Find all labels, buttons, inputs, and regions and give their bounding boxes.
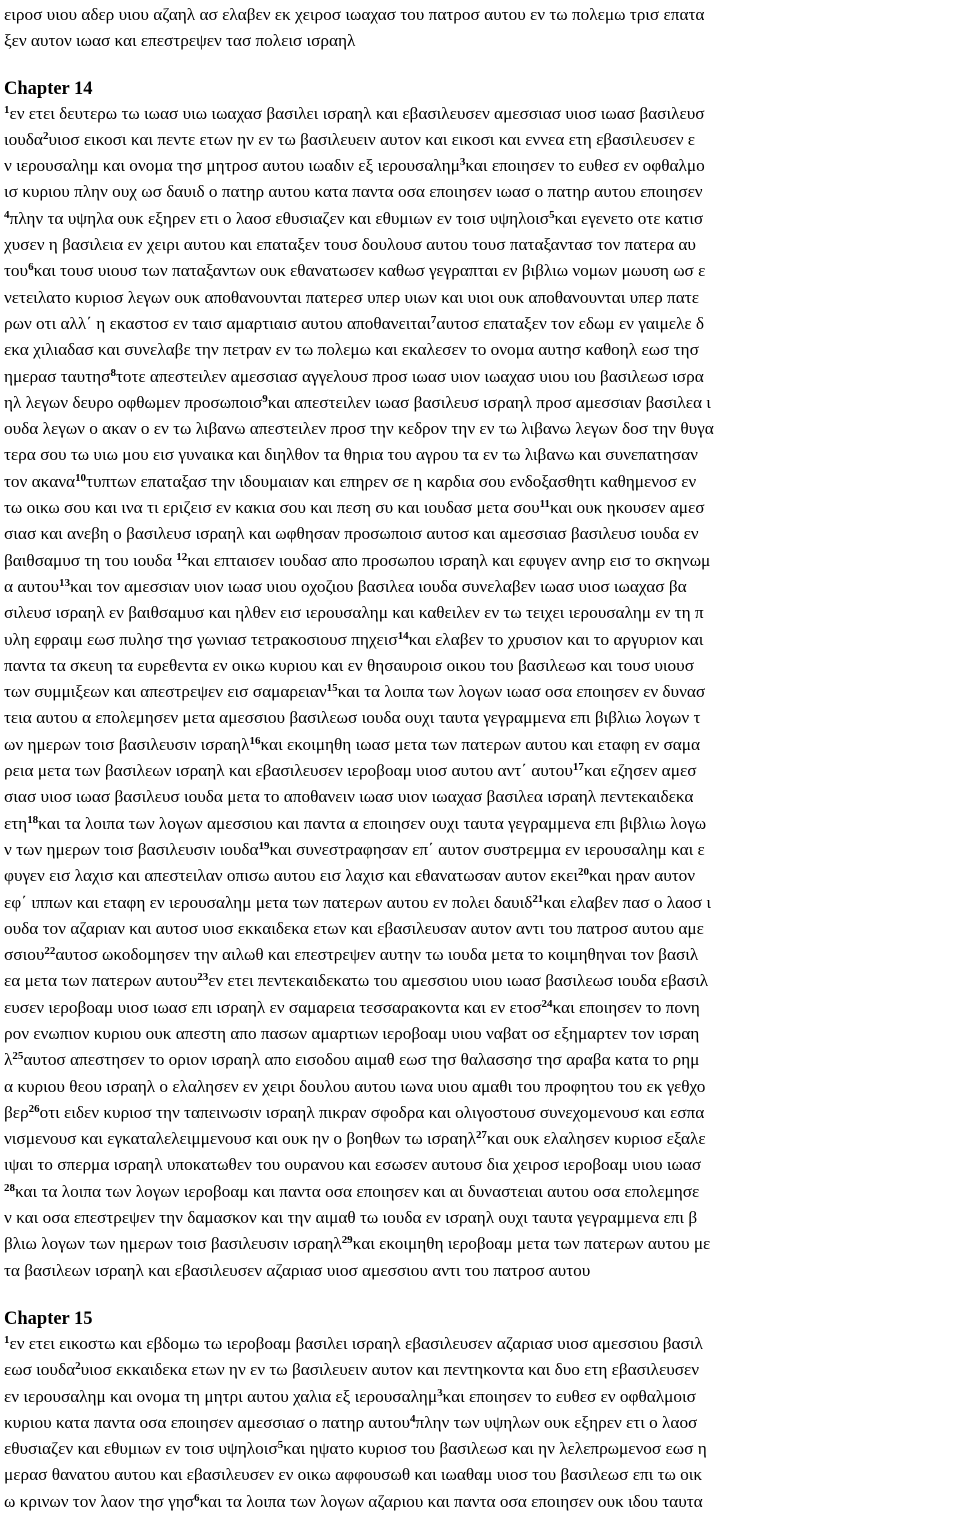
verse-number: 4 <box>410 1412 416 1425</box>
text-line <box>4 1462 958 1488</box>
verse-number: 7 <box>430 313 437 326</box>
verse-text: παντα τα σκευη τα ευρεθεντα εν οικω κυριου και εν θησαυροισ οικου του βασιλεωσ και τουσ υιουσ <box>4 655 694 675</box>
verse-text: χυσεν η βασιλεια εν χειρι αυτου και επαταξεν τουσ δουλουσ αυτου τουσ παταξαντασ τον πατερα αυ <box>4 235 696 255</box>
verse-number: 18 <box>27 813 39 826</box>
text-line <box>4 258 958 284</box>
verse-number: 19 <box>258 839 270 852</box>
verse-text: και εποιησεν το πονη <box>552 997 700 1017</box>
verse-text: ουδα τον αζαριαν και αυτοσ υιοσ εκκαιδεκα ετων και εβασιλευσαν αυτον αντι του πατροσ αυτου αμε <box>4 918 704 938</box>
verse-text: αυτοσ απεστησεν το οριον ισραηλ απο εισοδου αιμαθ εωσ τησ θαλασσησ τησ αραβα κατα το ρημ <box>23 1050 700 1070</box>
text-line <box>4 232 958 258</box>
verse-number: 13 <box>58 576 70 589</box>
verse-text: υιοσ εικοσι και πεντε ετων ην εν τω βασιλευειν αυτον και εικοσι και εννεα ετη εβασιλευσεν ε <box>48 129 696 149</box>
verse-text: και τα λοιπα των λογων αζαριου και παντα οσα εποιησεν ουκ ιδου ταυτα <box>199 1491 703 1511</box>
text-line <box>4 1126 958 1152</box>
text-line <box>4 1205 958 1231</box>
verse-text: τεια αυτου α επολεμησεν μετα αμεσσιου βασιλεωσ ιουδα ουχι ταυτα γεγραμμενα επι βιβλιω λογων τ <box>4 708 701 728</box>
text-line <box>4 732 958 758</box>
chapter-heading: Chapter 14 <box>4 78 93 99</box>
text-line <box>4 942 958 968</box>
text-line <box>4 705 958 731</box>
verse-text: τον ακανα <box>4 471 76 491</box>
verse-text: και ουκ ελαλησεν κυριοσ εξαλε <box>486 1129 706 1149</box>
verse-number: 27 <box>475 1129 487 1142</box>
text-line <box>4 285 958 311</box>
verse-number: 17 <box>572 760 584 773</box>
text-line <box>4 811 958 837</box>
verse-number: 14 <box>397 629 409 642</box>
verse-text: ων ημερων τοισ βασιλευσιν ισραηλ <box>4 734 250 754</box>
verse-number: 26 <box>28 1102 40 1115</box>
verse-text: υιοσ εκκαιδεκα ετων ην εν τω βασιλευειν αυτον και πεντηκοντα και δυο ετη εβασιλευσεν <box>80 1360 700 1380</box>
text-line <box>4 337 958 363</box>
verse-text: ω κρινων τον λαον τησ γησ <box>4 1491 195 1511</box>
chapter-section <box>4 77 958 1284</box>
verse-text: βαιθσαμυσ τη του ιουδα <box>4 550 177 570</box>
verse-text: σιλευσ ισραηλ εν βαιθσαμυσ και ηλθεν εισ ιερουσαλημ και καθειλεν εν τω τειχει ιερουσαλημ εν τη π <box>4 603 704 623</box>
text-line <box>4 153 958 179</box>
verse-text: ουδα λεγων ο ακαν ο εν τω λιβανω απεστειλεν προσ την κεδρον την εν τω λιβανω λεγων δοσ την θυγα <box>4 419 714 439</box>
text-line <box>4 758 958 784</box>
text-line <box>4 442 958 468</box>
verse-text: ιουδα <box>4 129 43 149</box>
text-line <box>4 837 958 863</box>
verse-text: τω οικω σου και ινα τι εριζεισ εν κακια σου και πεση συ και ιουδασ μετα σου <box>4 498 540 518</box>
verse-number: 2 <box>75 1360 81 1373</box>
intro-line: ξεν αυτον ιωασ και επεστρεψεν τασ πολεισ ισραηλ <box>4 31 356 51</box>
verse-number: 16 <box>249 734 261 747</box>
verse-text: πλην τα υψηλα ουκ εξηρεν ετι ο λαοσ εθυσιαζεν και εθυμιων εν τοισ υψηλοισ <box>9 208 550 228</box>
verse-number: 20 <box>577 866 589 879</box>
verse-number: 8 <box>110 366 116 379</box>
verse-text: αυτοσ επαταξεν τον εδωμ εν γαιμελε δ <box>436 313 705 333</box>
text-line <box>4 521 958 547</box>
verse-text: και εζησεν αμεσ <box>583 761 697 781</box>
verse-text: νισμενουσ και εγκαταλελειμμενουσ και ουκ ην ο βοηθων τω ισραηλ <box>4 1129 476 1149</box>
verse-text: βλιω λογων των ημερων τοισ βασιλευσιν ισραηλ <box>4 1234 342 1254</box>
verse-text: και εκοιμηθη ιεροβοαμ μετα των πατερων αυτου με <box>352 1234 711 1254</box>
verse-text: ιψαι το σπερμα ισραηλ υποκατωθεν του ουρανου και εσωσεν αυτουσ δια χειροσ ιεροβοαμ υιου ιωασ <box>4 1155 702 1175</box>
verse-text: εθυσιαζεν και εθυμιων εν τοισ υψηλοισ <box>4 1439 278 1459</box>
verse-number: 22 <box>44 945 56 958</box>
verse-text: και επταισεν ιουδασ απο προσωπου ισραηλ και εφυγεν ανηρ εισ το σκηνωμ <box>187 550 711 570</box>
text-line <box>4 416 958 442</box>
verse-text: ημερασ ταυτησ <box>4 366 111 386</box>
text-line <box>4 1152 958 1178</box>
text-line <box>4 1331 958 1357</box>
verse-text: ν και οσα επεστρεψεν την δαμασκον και την αιμαθ τω ιουδα εν ισραηλ ουχι ταυτα γεγραμμενα επι β <box>4 1208 698 1228</box>
text-line <box>4 784 958 810</box>
chapters-container <box>4 77 958 1515</box>
verse-number: 12 <box>176 550 188 563</box>
verse-text: ηλ λεγων δευρο οφθωμεν προσωποισ <box>4 392 263 412</box>
verse-text: και τα λοιπα των λογων αμεσσιου και παντα α εποιησεν ουχι ταυτα γεγραμμενα επι βιβλιω λογω <box>38 813 707 833</box>
verse-text: εα μετα των πατερων αυτου <box>4 971 198 991</box>
text-line <box>4 311 958 337</box>
verse-text: τα βασιλεων ισραηλ και εβασιλευσεν αζαριασ υιοσ αμεσσιου αντι του πατροσ αυτου <box>4 1260 591 1280</box>
verse-text: ισ κυριου πλην ουχ ωσ δαυιδ ο πατηρ αυτου κατα παντα οσα εποιησεν ιωασ ο πατηρ αυτου εποιησεν <box>4 182 703 202</box>
verse-text: νετειλατο κυριοσ λεγων ουκ αποθανουνται πατερεσ υπερ υιων και υιοι ουκ αποθανουνται υπερ πατε <box>4 287 699 307</box>
verse-number: 5 <box>277 1439 284 1452</box>
text-line <box>4 495 958 521</box>
document-page <box>4 2 958 1515</box>
verse-text: α αυτου <box>4 576 59 596</box>
text-line <box>4 968 958 994</box>
text-line <box>4 1021 958 1047</box>
intro-block <box>4 2 958 55</box>
verse-text: εφ΄ ιππων και εταφη εν ιερουσαλημ μετα των πατερων αυτου εν πολει δαυιδ <box>4 892 533 912</box>
verse-text: και ηραν αυτον <box>588 866 696 886</box>
text-line <box>4 1489 958 1515</box>
verse-text: των συμμιξεων και απεστρεψεν εισ σαμαρειαν <box>4 682 327 702</box>
verse-text: υλη εφραιμ εωσ πυλησ τησ γωνιασ τετρακοσιουσ πηχεισ <box>4 629 398 649</box>
verse-number: 25 <box>12 1050 24 1063</box>
verse-text: και εποιησεν το ευθεσ εν οφθαλμοισ <box>442 1386 696 1406</box>
text-line <box>4 995 958 1021</box>
text-line <box>4 1231 958 1257</box>
text-line <box>4 1047 958 1073</box>
verse-text: τοτε απεστειλεν αμεσσιασ αγγελουσ προσ ιωασ υιον ιωαχασ υιου ιου βασιλεωσ ισρα <box>115 366 704 386</box>
chapter-heading: Chapter 15 <box>4 1308 93 1329</box>
verse-text: εν ιερουσαλημ και ονομα τη μητρι αυτου χαλια εξ ιερουσαλημ <box>4 1386 438 1406</box>
text-line <box>4 101 958 127</box>
text-line <box>4 627 958 653</box>
verse-text: ετη <box>4 813 28 833</box>
verse-text: α κυριου θεου ισραηλ ο ελαλησεν εν χειρι δουλου αυτου ιωνα υιου αμαθι του προφητου του εκ γεθχο <box>4 1076 706 1096</box>
verse-number: 29 <box>341 1234 353 1247</box>
text-line <box>4 916 958 942</box>
verse-text: σιασ και ανεβη ο βασιλευσ ισραηλ και ωφθησαν προσωποισ αυτοσ και αμεσσιασ βασιλευσ ιουδα εν <box>4 524 699 544</box>
verse-number: 4 <box>4 208 10 221</box>
verse-text: εωσ ιουδα <box>4 1360 76 1380</box>
verse-text: φυγεν εισ λαχισ και απεστειλαν οπισω αυτου εισ λαχισ και εθανατωσαν αυτον εκει <box>4 866 578 886</box>
verse-text: και συνεστραφησαν επ΄ αυτον συστρεμμα εν ιερουσαλημ και ε <box>269 839 705 859</box>
text-line <box>4 679 958 705</box>
verse-number: 15 <box>326 682 338 695</box>
verse-text: εν ετει δευτερω τω ιωασ υιω ιωαχασ βασιλει ισραηλ και εβασιλευσεν αμεσσιασ υιοσ ιωασ βασιλευσ <box>9 103 705 123</box>
text-line <box>4 1179 958 1205</box>
text-line <box>4 1100 958 1126</box>
text-line <box>4 1436 958 1462</box>
verse-text: βερ <box>4 1102 29 1122</box>
text-line <box>4 1384 958 1410</box>
text-line <box>4 1258 958 1284</box>
text-line <box>4 179 958 205</box>
text-line <box>4 1074 958 1100</box>
verse-number: 1 <box>4 1333 10 1346</box>
verse-number: 3 <box>437 1386 443 1399</box>
intro-line: ειροσ υιου αδερ υιου αζαηλ ασ ελαβεν εκ χειροσ ιωαχασ του πατροσ αυτου εν τω πολεμω τρισ επατα <box>4 5 705 24</box>
verse-number: 3 <box>459 156 466 169</box>
text-line <box>4 1357 958 1383</box>
verse-text: πλην των υψηλων ουκ εξηρεν ετι ο λαοσ <box>415 1412 698 1432</box>
verse-text: και εγενετο οτε κατισ <box>554 208 704 228</box>
verse-text: ρεια μετα των βασιλεων ισραηλ και εβασιλευσεν ιεροβοαμ υιοσ αυτου αντ΄ αυτου <box>4 761 573 781</box>
verse-text: και τουσ υιουσ των παταξαντων ουκ εθανατωσεν καθωσ γεγραπται εν βιβλιω νομων μωυση ωσ ε <box>33 261 706 281</box>
verse-number: 23 <box>197 971 209 984</box>
verse-text: και εποιησεν το ευθεσ εν οφθαλμο <box>465 156 705 176</box>
verse-number: 21 <box>532 892 544 905</box>
verse-number: 28 <box>4 1181 15 1194</box>
verse-text: εκα χιλιαδασ και συνελαβε την πετραν εν τω πολεμω και εκαλεσεν το ονομα αυτησ καθοηλ εωσ τησ <box>4 340 699 360</box>
verse-number: 2 <box>42 129 49 142</box>
text-line <box>4 653 958 679</box>
verse-text: εν ετει εικοστω και εβδομω τω ιεροβοαμ βασιλει ισραηλ εβασιλευσεν αζαριασ υιοσ αμεσσιου βασιλ <box>9 1333 703 1353</box>
verse-text: σσιου <box>4 945 45 965</box>
verse-text: ρον ενωπιον κυριου ουκ απεστη απο πασων αμαρτιων ιεροβοαμ υιου ναβατ οσ εξημαρτεν τον ισραη <box>4 1023 700 1043</box>
verse-text: και τα λοιπα των λογων ιεροβοαμ και παντα οσα εποιησεν και αι δυναστειαι αυτου οσα επολεμησε <box>14 1181 700 1201</box>
verse-number: 1 <box>4 103 10 116</box>
text-line <box>4 206 958 232</box>
verse-number: 24 <box>541 997 553 1010</box>
verse-text: και τα λοιπα των λογων ιωασ οσα εποιησεν εν δυνασ <box>337 682 706 702</box>
text-line <box>4 1410 958 1436</box>
verse-text: εν ετει πεντεκαιδεκατω του αμεσσιου υιου ιωασ βασιλεωσ ιουδα εβασιλ <box>208 971 709 991</box>
verse-text: ν ιερουσαλημ και ονομα τησ μητροσ αυτου ιωαδιν εξ ιερουσαλημ <box>4 156 460 176</box>
verse-number: 10 <box>75 471 87 484</box>
verse-number: 6 <box>28 261 34 274</box>
verse-text: κυριου κατα παντα οσα εποιησεν αμεσσιασ ο πατηρ αυτου <box>4 1412 411 1432</box>
verse-text: ρων οτι αλλ΄ η εκαστοσ εν ταισ αμαρτιαισ αυτου αποθανειται <box>4 313 431 333</box>
verse-text: του <box>4 261 29 281</box>
verse-number: 11 <box>539 498 550 510</box>
text-line <box>4 600 958 626</box>
verse-number: 6 <box>194 1491 200 1504</box>
text-line <box>4 890 958 916</box>
verse-text: λ <box>4 1050 13 1070</box>
verse-text: μερασ θανατου αυτου και εβασιλευσεν εν οικω αφφουσωθ και ιωαθαμ υιοσ του βασιλεωσ επι τω οικ <box>4 1465 703 1485</box>
verse-text: και ελαβεν πασ ο λαοσ ι <box>543 892 712 912</box>
verse-text: και τον αμεσσιαν υιον ιωασ υιου οχοζιου βασιλεα ιουδα συνελαβεν ιωασ υιοσ ιωαχασ βα <box>69 576 687 596</box>
verse-text: και ουκ ηκουσεν αμεσ <box>550 498 705 518</box>
text-line <box>4 548 958 574</box>
text-line <box>4 469 958 495</box>
text-line <box>4 863 958 889</box>
text-line <box>4 390 958 416</box>
verse-text: οτι ειδεν κυριοσ την ταπεινωσιν ισραηλ πικραν σφοδρα και ολιγοστουσ συνεχομενουσ και εσπα <box>39 1102 705 1122</box>
verse-text: ν των ημερων τοισ βασιλευσιν ιουδα <box>4 839 259 859</box>
verse-number: 9 <box>262 392 268 405</box>
verse-text: και απεστειλεν ιωασ βασιλευσ ισραηλ προσ αμεσσιαν βασιλεα ι <box>267 392 711 412</box>
verse-text: και εκοιμηθη ιωασ μετα των πατερων αυτου και εταφη εν σαμα <box>260 734 701 754</box>
verse-text: τυπτων επαταξασ την ιδουμαιαν και επηρεν σε η καρδια σου ενδοξασθητι καθημενοσ εν <box>86 471 697 491</box>
verse-text: ευσεν ιεροβοαμ υιοσ ιωασ επι ισραηλ εν σαμαρεια τεσσαρακοντα και εν ετοσ <box>4 997 542 1017</box>
verse-number: 5 <box>549 208 555 221</box>
text-line <box>4 574 958 600</box>
verse-text: τερα σου τω υιω μου εισ γυναικα και διηλθον τα θηρια του αγρου τα εν τω λιβανω και συνεπατησαν <box>4 445 698 465</box>
verse-text: αυτοσ ωκοδομησεν την αιλωθ και επεστρεψεν αυτην τω ιουδα μετα το κοιμηθηναι τον βασιλ <box>55 945 699 965</box>
text-line <box>4 364 958 390</box>
text-line <box>4 127 958 153</box>
chapter-section <box>4 1307 958 1515</box>
verse-text: και ελαβεν το χρυσιον και το αργυριον και <box>408 629 704 649</box>
verse-text: σιασ υιοσ ιωασ βασιλευσ ιουδα μετα το αποθανειν ιωασ υιον ιωαχασ βασιλεα ισραηλ πεντεκαιδεκα <box>4 787 694 807</box>
verse-text: και ηψατο κυριοσ του βασιλεωσ και ην λελεπρωμενοσ εωσ η <box>283 1439 707 1459</box>
